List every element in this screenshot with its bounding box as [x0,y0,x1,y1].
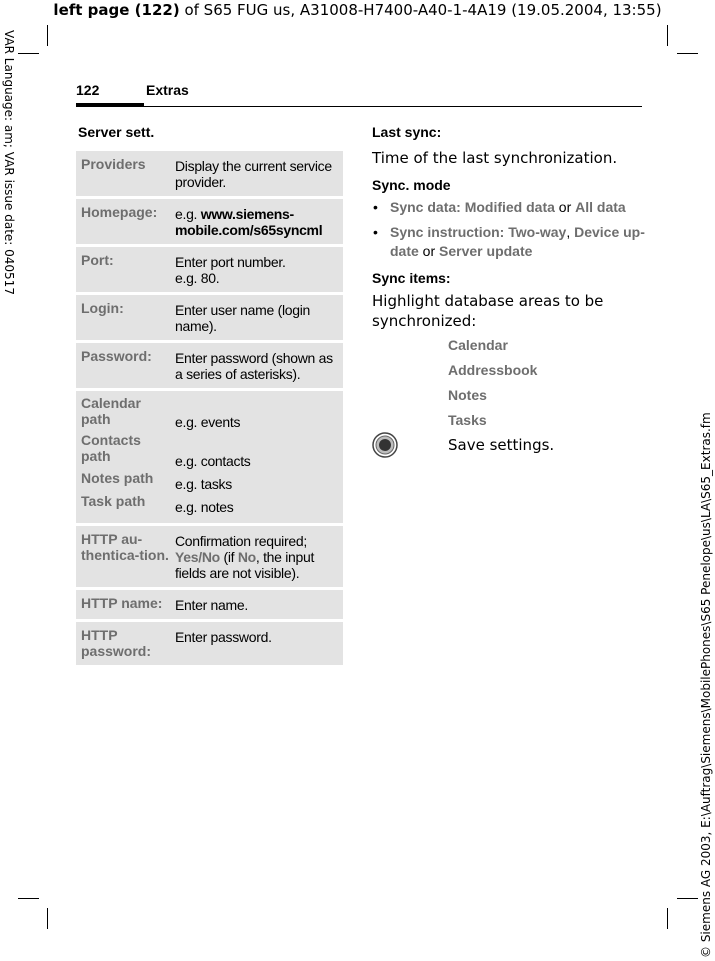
table-row [76,247,343,292]
table-row [76,199,343,244]
row-label: Password: [76,343,169,388]
print-header-bold: left page (122) [53,1,180,19]
table-row-paths [76,391,343,523]
crop-mark [667,908,668,929]
bullet-dot: • [373,224,378,240]
table-row [76,151,343,196]
row-value: Enter password. [169,622,343,665]
row-label: Homepage: [76,199,169,244]
path-value: e.g. tasks [175,476,232,492]
row-label: Port: [76,247,169,292]
row-label: Login: [76,295,169,340]
path-value: e.g. notes [175,499,234,515]
row-value [169,199,343,244]
header-tab [76,103,144,107]
option-text: Sync data: Modified data [390,199,555,215]
option-text: Sync instruction: Two-way [390,224,567,240]
value-option: Yes/No [175,549,220,565]
paths-labels [76,391,169,523]
row-label: Providers [76,151,169,196]
value-text: Confirmation required; [175,533,307,549]
value-text: , the input fields are not visible). [175,549,315,581]
homepage-url: www.siemens-mobile.com/s65syncml [175,206,323,238]
last-sync-heading: Last sync: [372,124,442,140]
option-text: Server update [439,243,533,259]
row-value [169,526,343,587]
crop-mark [677,898,698,899]
crop-mark [677,53,698,54]
path-label: Contacts path [81,432,141,464]
side-text-left: VAR Language: am; VAR issue date: 040517 [2,30,16,295]
header-rule [76,106,642,107]
path-label: Task path [81,493,146,509]
option-text: All data [575,199,626,215]
sync-items-text: Highlight database areas to be synchronized: [372,292,604,330]
last-sync-text: Time of the last synchronization. [372,149,618,167]
sync-items-heading: Sync items: [372,270,451,286]
table-row [76,295,343,340]
sync-item: Addressbook [448,362,538,378]
navigation-key-icon [372,432,398,458]
row-label: HTTP name: [76,590,169,619]
row-label: HTTP au-thentica-tion. [76,526,169,587]
save-settings-text: Save settings. [448,436,555,454]
row-value: Display the current service provider. [169,151,343,196]
print-header-rest: of S65 FUG us, A31008-H7400-A40-1-4A19 (19.05.2004, 13:55) [179,1,662,19]
side-text-right: © Siemens AG 2003, E:\Auftrag\Siemens\MobilePhones\S65 Penelope\us\LA\S65_Extras.fm [699,412,713,958]
path-label: Notes path [81,470,154,486]
paths-values [169,391,343,523]
sync-item: Notes [448,387,487,403]
row-value [169,247,343,292]
option-joiner: , [566,224,575,240]
section-title: Server sett. [78,124,155,140]
bullet-dot: • [373,199,378,215]
row-value: Enter user name (login name). [169,295,343,340]
table-row [76,622,343,665]
sync-mode-option-1 [390,198,650,217]
row-value: Enter password (shown as a series of asterisks). [169,343,343,388]
value-line: Enter port number. [175,254,286,270]
crop-mark [18,53,39,54]
crop-mark [667,25,668,46]
crop-mark [47,25,48,46]
path-label: Calendar path [81,395,141,427]
sync-mode-heading: Sync. mode [372,177,451,193]
print-header [0,1,715,19]
table-row [76,343,343,388]
option-joiner: or [418,243,440,259]
table-row [76,526,343,587]
sync-item: Tasks [448,412,487,428]
row-value: Enter name. [169,590,343,619]
table-row [76,590,343,619]
option-text: Device up-date [390,224,645,259]
value-option: No [237,549,256,565]
crop-mark [18,898,39,899]
sync-item: Calendar [448,337,508,353]
path-value: e.g. contacts [175,453,251,469]
page-title: Extras [146,82,189,98]
option-joiner: or [554,199,576,215]
page-number: 122 [76,82,100,98]
crop-mark [47,908,48,929]
server-settings-table [76,151,343,665]
row-label: HTTP password: [76,622,169,665]
value-line: e.g. 80. [175,270,220,286]
value-prefix: e.g. [175,206,201,222]
value-text: (if [219,549,238,565]
path-value: e.g. events [175,414,241,430]
sync-mode-option-2 [390,223,646,261]
